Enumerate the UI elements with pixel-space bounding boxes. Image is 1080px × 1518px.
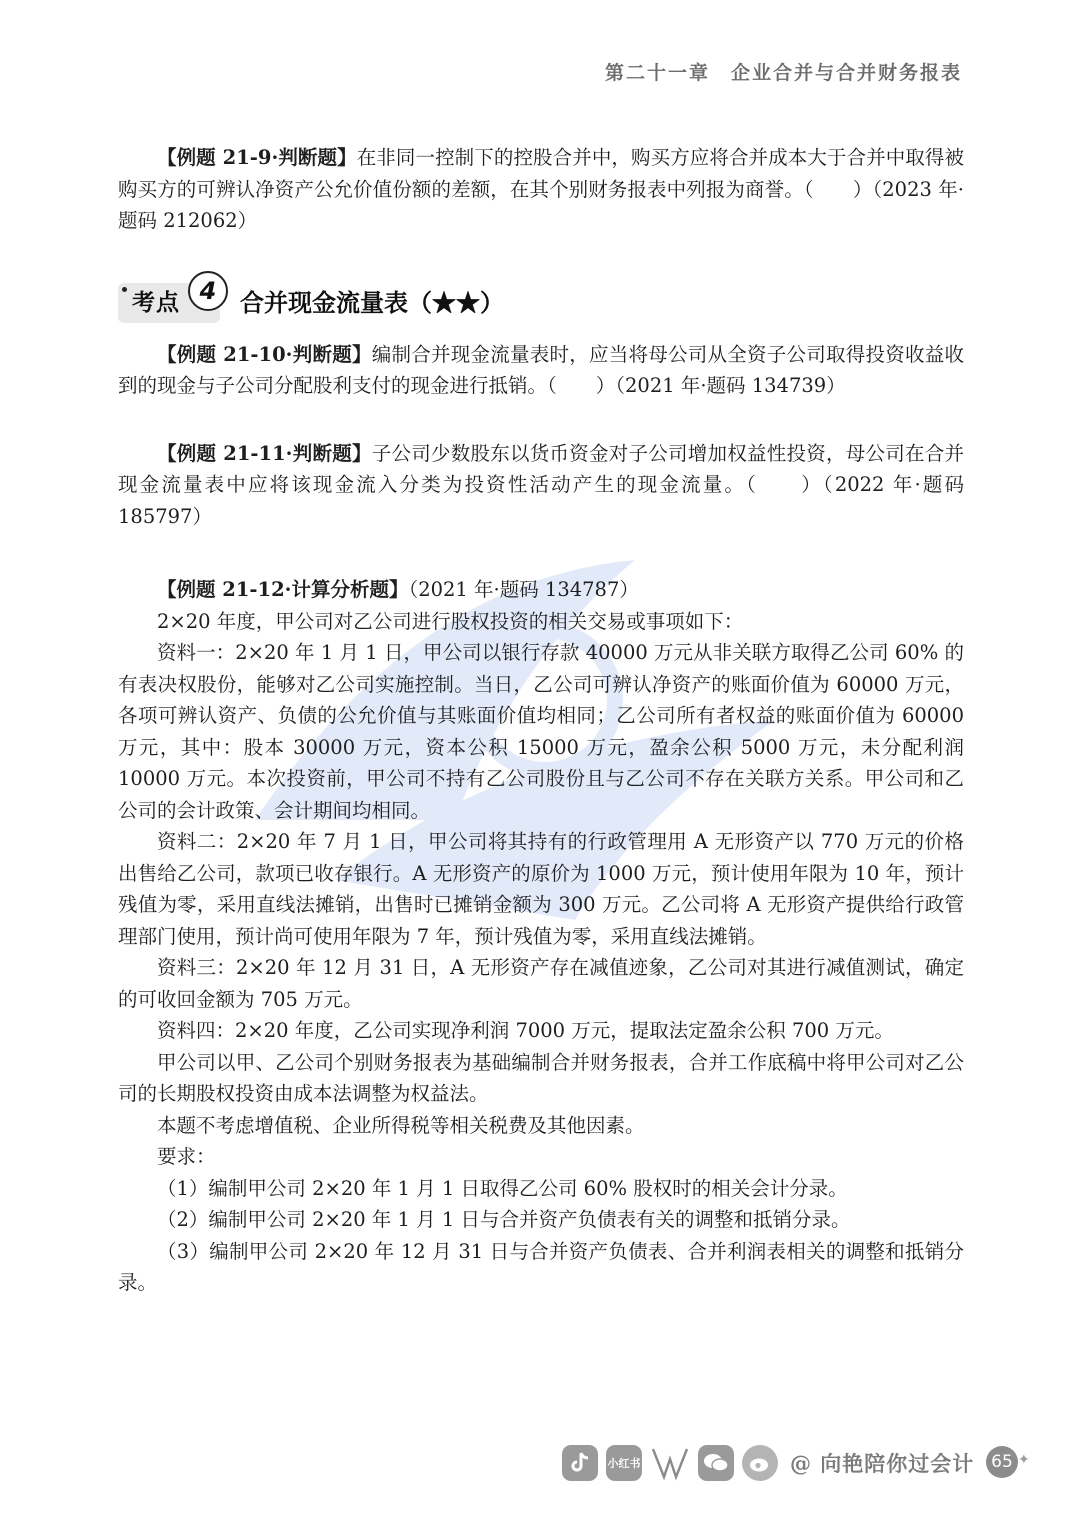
page-content	[118, 142, 964, 1299]
weibo-icon	[742, 1445, 778, 1481]
problem-paragraph: 甲公司以甲、乙公司个别财务报表为基础编制合并财务报表，合并工作底稿中将甲公司对乙公司的长期股权投资由成本法调整为权益法。	[118, 1050, 964, 1105]
example-text: 子公司少数股东以货币资金对子公司增加权益性投资，母公司在合并现金流量表中应将该现金流入分类为投资性活动产生的现金流量。（ ）（2022 年·题码 185797）	[118, 441, 964, 528]
sparkle-icon: ✦	[1018, 1452, 1030, 1468]
example-21-12-heading	[118, 574, 964, 606]
footer-social	[562, 1440, 1042, 1486]
problem-paragraph: 资料三：2×20 年 12 月 31 日，A 无形资产存在减值迹象，乙公司对其进行减值测试，确定的可收回金额为 705 万元。	[118, 956, 964, 1011]
problem-paragraph: 本题不考虑增值税、企业所得税等相关税费及其他因素。	[157, 1113, 645, 1137]
requirement-item: （2）编制甲公司 2×20 年 1 月 1 日与合并资产负债表有关的调整和抵销分录。	[157, 1208, 851, 1231]
author-handle: @ 向艳陪你过会计	[790, 1451, 975, 1476]
example-tag: 【例题 21-9·判断题】	[157, 146, 357, 169]
example-tag: 【例题 21-10·判断题】	[157, 342, 372, 366]
example-tag: 【例题 21-12·计算分析题】	[157, 578, 409, 601]
example-text: 在非同一控制下的控股合并中，购买方应将合并成本大于合并中取得被购买方的可辨认净资产公允价值份额的差额，在其个别财务报表中列报为商誉。（ ）（2023 年·题码 212062）	[118, 146, 964, 232]
wechat-icon	[698, 1445, 734, 1481]
section-heading	[118, 277, 964, 335]
kaodian-number: 4	[188, 271, 228, 311]
example-source: （2021 年·题码 134787）	[408, 578, 639, 601]
section-title: 合并现金流量表（★★）	[240, 287, 504, 317]
kaodian-label: 考点	[132, 288, 180, 316]
example-21-11	[118, 438, 964, 533]
douyin-icon	[562, 1445, 598, 1481]
xiaohongshu-icon: 小红书	[606, 1445, 642, 1481]
outline-logo-icon	[650, 1445, 690, 1481]
requirement-item: （3）编制甲公司 2×20 年 12 月 31 日与合并资产负债表、合并利润表相关的调整和抵销分录。	[118, 1239, 964, 1294]
requirements-label: 要求：	[157, 1145, 216, 1168]
page-number: 65	[986, 1446, 1018, 1478]
problem-paragraph: 资料四：2×20 年度，乙公司实现净利润 7000 万元，提取法定盈余公积 700 万元。	[157, 1019, 894, 1042]
problem-paragraph: 资料二：2×20 年 7 月 1 日，甲公司将其持有的行政管理用 A 无形资产以 770 万元的价格出售给乙公司，款项已收存银行。A 无形资产的原价为 1000 万元，预计使用年限为 10 年，预计残值为零，采用直线法摊销，出售时已摊销金额为 300 万元。乙公司将 A 无形资产提供给行政管理部门使用，预计尚可使用年限为 7 年，预计残值为零，采用直线法摊销。	[118, 830, 964, 948]
problem-paragraph: 2×20 年度，甲公司对乙公司进行股权投资的相关交易或事项如下：	[157, 609, 744, 633]
example-21-10	[118, 339, 964, 402]
requirement-item: （1）编制甲公司 2×20 年 1 月 1 日取得乙公司 60% 股权时的相关会计分录。	[157, 1176, 848, 1200]
chapter-header-title: 第二十一章 企业合并与合并财务报表	[604, 62, 962, 84]
bullet-dot-icon	[122, 287, 127, 292]
example-21-9	[118, 142, 964, 237]
example-text: 编制合并现金流量表时，应当将母公司从全资子公司取得投资收益收到的现金与子公司分配股利支付的现金进行抵销。（ ）（2021 年·题码 134739）	[118, 342, 964, 397]
example-tag: 【例题 21-11·判断题】	[157, 441, 372, 465]
problem-paragraph: 资料一：2×20 年 1 月 1 日，甲公司以银行存款 40000 万元从非关联方取得乙公司 60% 的有表决权股份，能够对乙公司实施控制。当日，乙公司可辨认净资产的账面价值为 60000 万元，各项可辨认资产、负债的公允价值与其账面价值均相同；乙公司所有者权益的账面价值为 60000 万元，其中：股本 30000 万元，资本公积 15000 万元，盈余公积 5000 万元，未分配利润 10000 万元。本次投资前，甲公司不持有乙公司股份且与乙公司不存在关联方关系。甲公司和乙公司的会计政策、会计期间均相同。	[118, 641, 964, 822]
